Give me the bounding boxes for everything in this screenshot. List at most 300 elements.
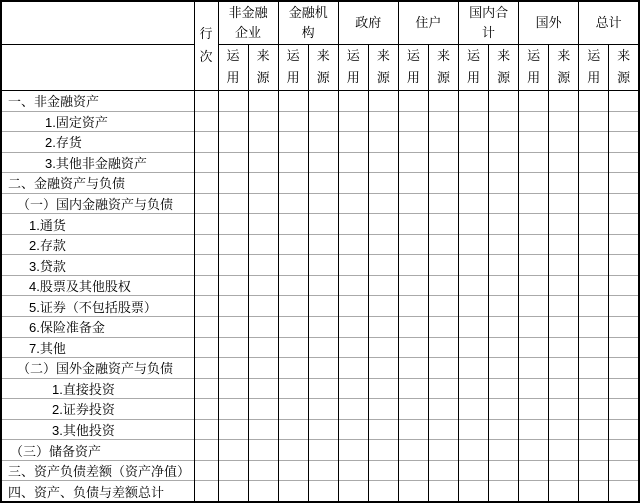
data-cell (218, 460, 248, 481)
data-cell (368, 419, 398, 440)
data-cell (248, 296, 278, 317)
table-header (1, 1, 639, 91)
data-cell (549, 358, 579, 379)
data-cell (248, 132, 278, 153)
col-government-source: 来源 (368, 44, 398, 91)
data-cell (549, 399, 579, 420)
col-foreign-use: 运用 (519, 44, 549, 91)
col-domestic-total-use: 运用 (459, 44, 489, 91)
data-cell (579, 152, 609, 173)
table-row (1, 317, 639, 338)
data-cell (338, 399, 368, 420)
row-number-cell (194, 111, 218, 132)
data-cell (248, 460, 278, 481)
data-cell (549, 481, 579, 502)
data-cell (338, 358, 368, 379)
data-cell (398, 440, 428, 461)
data-cell (579, 481, 609, 502)
data-cell (459, 460, 489, 481)
data-cell (609, 296, 639, 317)
data-cell (338, 255, 368, 276)
row-label: 7.其他 (1, 337, 194, 358)
data-cell (459, 214, 489, 235)
row-label: 3.贷款 (1, 255, 194, 276)
data-cell (278, 193, 308, 214)
col-domestic-total-source: 来源 (489, 44, 519, 91)
data-cell (368, 296, 398, 317)
data-cell (368, 399, 398, 420)
data-cell (248, 275, 278, 296)
data-cell (489, 255, 519, 276)
data-cell (428, 440, 458, 461)
data-cell (579, 111, 609, 132)
data-cell (338, 132, 368, 153)
data-cell (579, 460, 609, 481)
data-cell (338, 173, 368, 194)
col-group-nonfinancial-enterprises: 非金融企业 (218, 1, 278, 44)
data-cell (519, 337, 549, 358)
data-cell (549, 378, 579, 399)
table-row (1, 275, 639, 296)
data-cell (579, 419, 609, 440)
data-cell (489, 460, 519, 481)
data-cell (338, 317, 368, 338)
table-body (1, 91, 639, 503)
data-cell (609, 399, 639, 420)
data-cell (248, 399, 278, 420)
data-cell (338, 111, 368, 132)
data-cell (428, 317, 458, 338)
data-cell (609, 132, 639, 153)
data-cell (459, 91, 489, 112)
data-cell (489, 440, 519, 461)
data-cell (459, 378, 489, 399)
data-cell (519, 132, 549, 153)
data-cell (308, 460, 338, 481)
data-cell (248, 173, 278, 194)
data-cell (579, 317, 609, 338)
data-cell (308, 111, 338, 132)
data-cell (489, 481, 519, 502)
data-cell (248, 111, 278, 132)
data-cell (308, 91, 338, 112)
data-cell (609, 378, 639, 399)
data-cell (398, 275, 428, 296)
col-nonfinancial-use: 运用 (218, 44, 248, 91)
data-cell (549, 255, 579, 276)
data-cell (489, 234, 519, 255)
data-cell (368, 378, 398, 399)
data-cell (549, 275, 579, 296)
data-cell (248, 152, 278, 173)
data-cell (428, 481, 458, 502)
data-cell (218, 91, 248, 112)
col-grand-total-source: 来源 (609, 44, 639, 91)
row-label: 3.其他投资 (1, 419, 194, 440)
data-cell (248, 193, 278, 214)
data-cell (428, 337, 458, 358)
data-cell (489, 275, 519, 296)
data-cell (519, 193, 549, 214)
data-cell (278, 378, 308, 399)
row-number-cell (194, 399, 218, 420)
col-grand-total-use: 运用 (579, 44, 609, 91)
data-cell (218, 378, 248, 399)
col-header-row-number (194, 1, 218, 91)
data-cell (459, 440, 489, 461)
data-cell (609, 337, 639, 358)
data-cell (609, 234, 639, 255)
data-cell (338, 378, 368, 399)
table-row (1, 132, 639, 153)
data-cell (519, 399, 549, 420)
col-financial-use: 运用 (278, 44, 308, 91)
data-cell (308, 419, 338, 440)
row-number-cell (194, 419, 218, 440)
data-cell (579, 214, 609, 235)
data-cell (609, 214, 639, 235)
data-cell (308, 173, 338, 194)
data-cell (579, 275, 609, 296)
data-cell (368, 111, 398, 132)
row-label: 6.保险准备金 (1, 317, 194, 338)
data-cell (368, 481, 398, 502)
row-number-cell (194, 173, 218, 194)
data-cell (338, 296, 368, 317)
row-number-cell (194, 132, 218, 153)
data-cell (338, 152, 368, 173)
data-cell (218, 111, 248, 132)
data-cell (609, 91, 639, 112)
data-cell (278, 317, 308, 338)
row-label: （一）国内金融资产与负债 (1, 193, 194, 214)
data-cell (609, 460, 639, 481)
data-cell (368, 275, 398, 296)
data-cell (368, 152, 398, 173)
table-row (1, 193, 639, 214)
data-cell (428, 132, 458, 153)
data-cell (519, 173, 549, 194)
row-number-cell (194, 481, 218, 502)
data-cell (549, 193, 579, 214)
data-cell (459, 193, 489, 214)
data-cell (398, 337, 428, 358)
data-cell (579, 234, 609, 255)
table-row (1, 91, 639, 112)
data-cell (428, 234, 458, 255)
data-cell (278, 234, 308, 255)
data-cell (398, 152, 428, 173)
data-cell (579, 337, 609, 358)
data-cell (218, 440, 248, 461)
data-cell (308, 275, 338, 296)
data-cell (278, 460, 308, 481)
data-cell (459, 152, 489, 173)
data-cell (609, 275, 639, 296)
row-number-cell (194, 255, 218, 276)
data-cell (278, 152, 308, 173)
data-cell (398, 317, 428, 338)
data-cell (609, 152, 639, 173)
data-cell (368, 214, 398, 235)
row-label: （二）国外金融资产与负债 (1, 358, 194, 379)
data-cell (398, 234, 428, 255)
data-cell (549, 460, 579, 481)
data-cell (489, 399, 519, 420)
table-row (1, 399, 639, 420)
data-cell (368, 255, 398, 276)
data-cell (278, 111, 308, 132)
data-cell (489, 132, 519, 153)
row-label: 1.直接投资 (1, 378, 194, 399)
row-number-cell (194, 317, 218, 338)
data-cell (398, 419, 428, 440)
col-nonfinancial-source: 来源 (248, 44, 278, 91)
data-cell (459, 337, 489, 358)
table-row (1, 214, 639, 235)
table-row (1, 358, 639, 379)
data-cell (308, 296, 338, 317)
data-cell (248, 440, 278, 461)
table-row (1, 152, 639, 173)
data-cell (459, 399, 489, 420)
data-cell (519, 91, 549, 112)
col-financial-source: 来源 (308, 44, 338, 91)
data-cell (368, 460, 398, 481)
row-label: 一、非金融资产 (1, 91, 194, 112)
data-cell (398, 255, 428, 276)
data-cell (338, 214, 368, 235)
stub-subheader-cell (1, 44, 194, 91)
row-label: 5.证券（不包括股票） (1, 296, 194, 317)
data-cell (308, 440, 338, 461)
data-cell (218, 234, 248, 255)
table-row (1, 173, 639, 194)
data-cell (338, 275, 368, 296)
col-group-foreign: 国外 (519, 1, 579, 44)
row-number-cell (194, 234, 218, 255)
data-cell (368, 440, 398, 461)
data-cell (579, 193, 609, 214)
data-cell (428, 111, 458, 132)
data-cell (549, 214, 579, 235)
data-cell (549, 317, 579, 338)
data-cell (368, 173, 398, 194)
data-cell (248, 255, 278, 276)
data-cell (428, 173, 458, 194)
data-cell (579, 255, 609, 276)
data-cell (248, 234, 278, 255)
col-foreign-source: 来源 (549, 44, 579, 91)
col-group-households: 住户 (398, 1, 458, 44)
data-cell (579, 378, 609, 399)
data-cell (459, 234, 489, 255)
col-group-government: 政府 (338, 1, 398, 44)
data-cell (398, 296, 428, 317)
data-cell (278, 173, 308, 194)
data-cell (489, 173, 519, 194)
data-cell (459, 111, 489, 132)
data-cell (308, 255, 338, 276)
data-cell (368, 337, 398, 358)
data-cell (579, 358, 609, 379)
data-cell (489, 358, 519, 379)
data-cell (218, 275, 248, 296)
row-number-cell (194, 91, 218, 112)
stub-header-cell (1, 1, 194, 44)
data-cell (579, 296, 609, 317)
data-cell (248, 337, 278, 358)
data-cell (519, 296, 549, 317)
data-cell (398, 91, 428, 112)
data-cell (398, 460, 428, 481)
data-cell (428, 275, 458, 296)
data-cell (489, 296, 519, 317)
data-cell (338, 234, 368, 255)
data-cell (308, 193, 338, 214)
data-cell (308, 152, 338, 173)
data-cell (519, 460, 549, 481)
data-cell (308, 337, 338, 358)
data-cell (278, 358, 308, 379)
data-cell (609, 419, 639, 440)
data-cell (338, 337, 368, 358)
data-cell (519, 358, 549, 379)
data-cell (278, 440, 308, 461)
data-cell (459, 275, 489, 296)
data-cell (519, 317, 549, 338)
data-cell (459, 132, 489, 153)
data-cell (398, 358, 428, 379)
row-number-cell (194, 214, 218, 235)
col-households-use: 运用 (398, 44, 428, 91)
col-group-domestic-total: 国内合计 (459, 1, 519, 44)
data-cell (398, 214, 428, 235)
data-cell (519, 234, 549, 255)
data-cell (489, 111, 519, 132)
data-cell (428, 193, 458, 214)
data-cell (218, 317, 248, 338)
data-cell (549, 111, 579, 132)
data-cell (489, 193, 519, 214)
row-label: 1.固定资产 (1, 111, 194, 132)
data-cell (278, 214, 308, 235)
data-cell (308, 214, 338, 235)
row-label: 4.股票及其他股权 (1, 275, 194, 296)
data-cell (278, 419, 308, 440)
data-cell (308, 399, 338, 420)
data-cell (549, 337, 579, 358)
data-cell (428, 358, 458, 379)
data-cell (218, 255, 248, 276)
data-cell (338, 193, 368, 214)
data-cell (428, 378, 458, 399)
row-number-cell (194, 337, 218, 358)
table-row (1, 234, 639, 255)
data-cell (549, 132, 579, 153)
col-government-use: 运用 (338, 44, 368, 91)
data-cell (368, 234, 398, 255)
row-label: 1.通货 (1, 214, 194, 235)
data-cell (519, 419, 549, 440)
data-cell (609, 481, 639, 502)
data-cell (398, 173, 428, 194)
data-cell (489, 214, 519, 235)
data-cell (308, 481, 338, 502)
row-number-cell (194, 440, 218, 461)
table-row (1, 255, 639, 276)
data-cell (609, 358, 639, 379)
data-cell (519, 255, 549, 276)
data-cell (489, 337, 519, 358)
data-cell (248, 91, 278, 112)
data-cell (368, 91, 398, 112)
data-cell (218, 152, 248, 173)
data-cell (428, 296, 458, 317)
row-label: 3.其他非金融资产 (1, 152, 194, 173)
data-cell (338, 440, 368, 461)
data-cell (459, 255, 489, 276)
col-group-grand-total: 总计 (579, 1, 639, 44)
data-cell (278, 91, 308, 112)
row-label: 2.存款 (1, 234, 194, 255)
data-cell (609, 440, 639, 461)
data-cell (218, 132, 248, 153)
data-cell (218, 358, 248, 379)
table-row (1, 111, 639, 132)
data-cell (248, 481, 278, 502)
data-cell (579, 440, 609, 461)
data-cell (609, 173, 639, 194)
data-cell (248, 358, 278, 379)
data-cell (398, 111, 428, 132)
data-cell (278, 337, 308, 358)
data-cell (248, 317, 278, 338)
data-cell (278, 296, 308, 317)
data-cell (519, 378, 549, 399)
data-cell (368, 193, 398, 214)
data-cell (428, 399, 458, 420)
row-label: 四、资产、负债与差额总计 (1, 481, 194, 502)
data-cell (459, 173, 489, 194)
table-row (1, 481, 639, 502)
row-number-cell (194, 460, 218, 481)
data-cell (428, 152, 458, 173)
data-cell (218, 173, 248, 194)
table-row (1, 419, 639, 440)
data-cell (218, 399, 248, 420)
col-households-source: 来源 (428, 44, 458, 91)
data-cell (579, 132, 609, 153)
data-cell (338, 91, 368, 112)
data-cell (368, 317, 398, 338)
row-label: 三、资产负债差额（资产净值） (1, 460, 194, 481)
data-cell (218, 481, 248, 502)
data-cell (308, 234, 338, 255)
row-label: （三）储备资产 (1, 440, 194, 461)
header-group-row (1, 1, 639, 44)
data-cell (398, 481, 428, 502)
data-cell (579, 399, 609, 420)
data-cell (398, 193, 428, 214)
data-cell (459, 296, 489, 317)
data-cell (459, 481, 489, 502)
data-cell (218, 337, 248, 358)
data-cell (308, 358, 338, 379)
data-cell (549, 173, 579, 194)
data-cell (248, 378, 278, 399)
data-cell (519, 275, 549, 296)
